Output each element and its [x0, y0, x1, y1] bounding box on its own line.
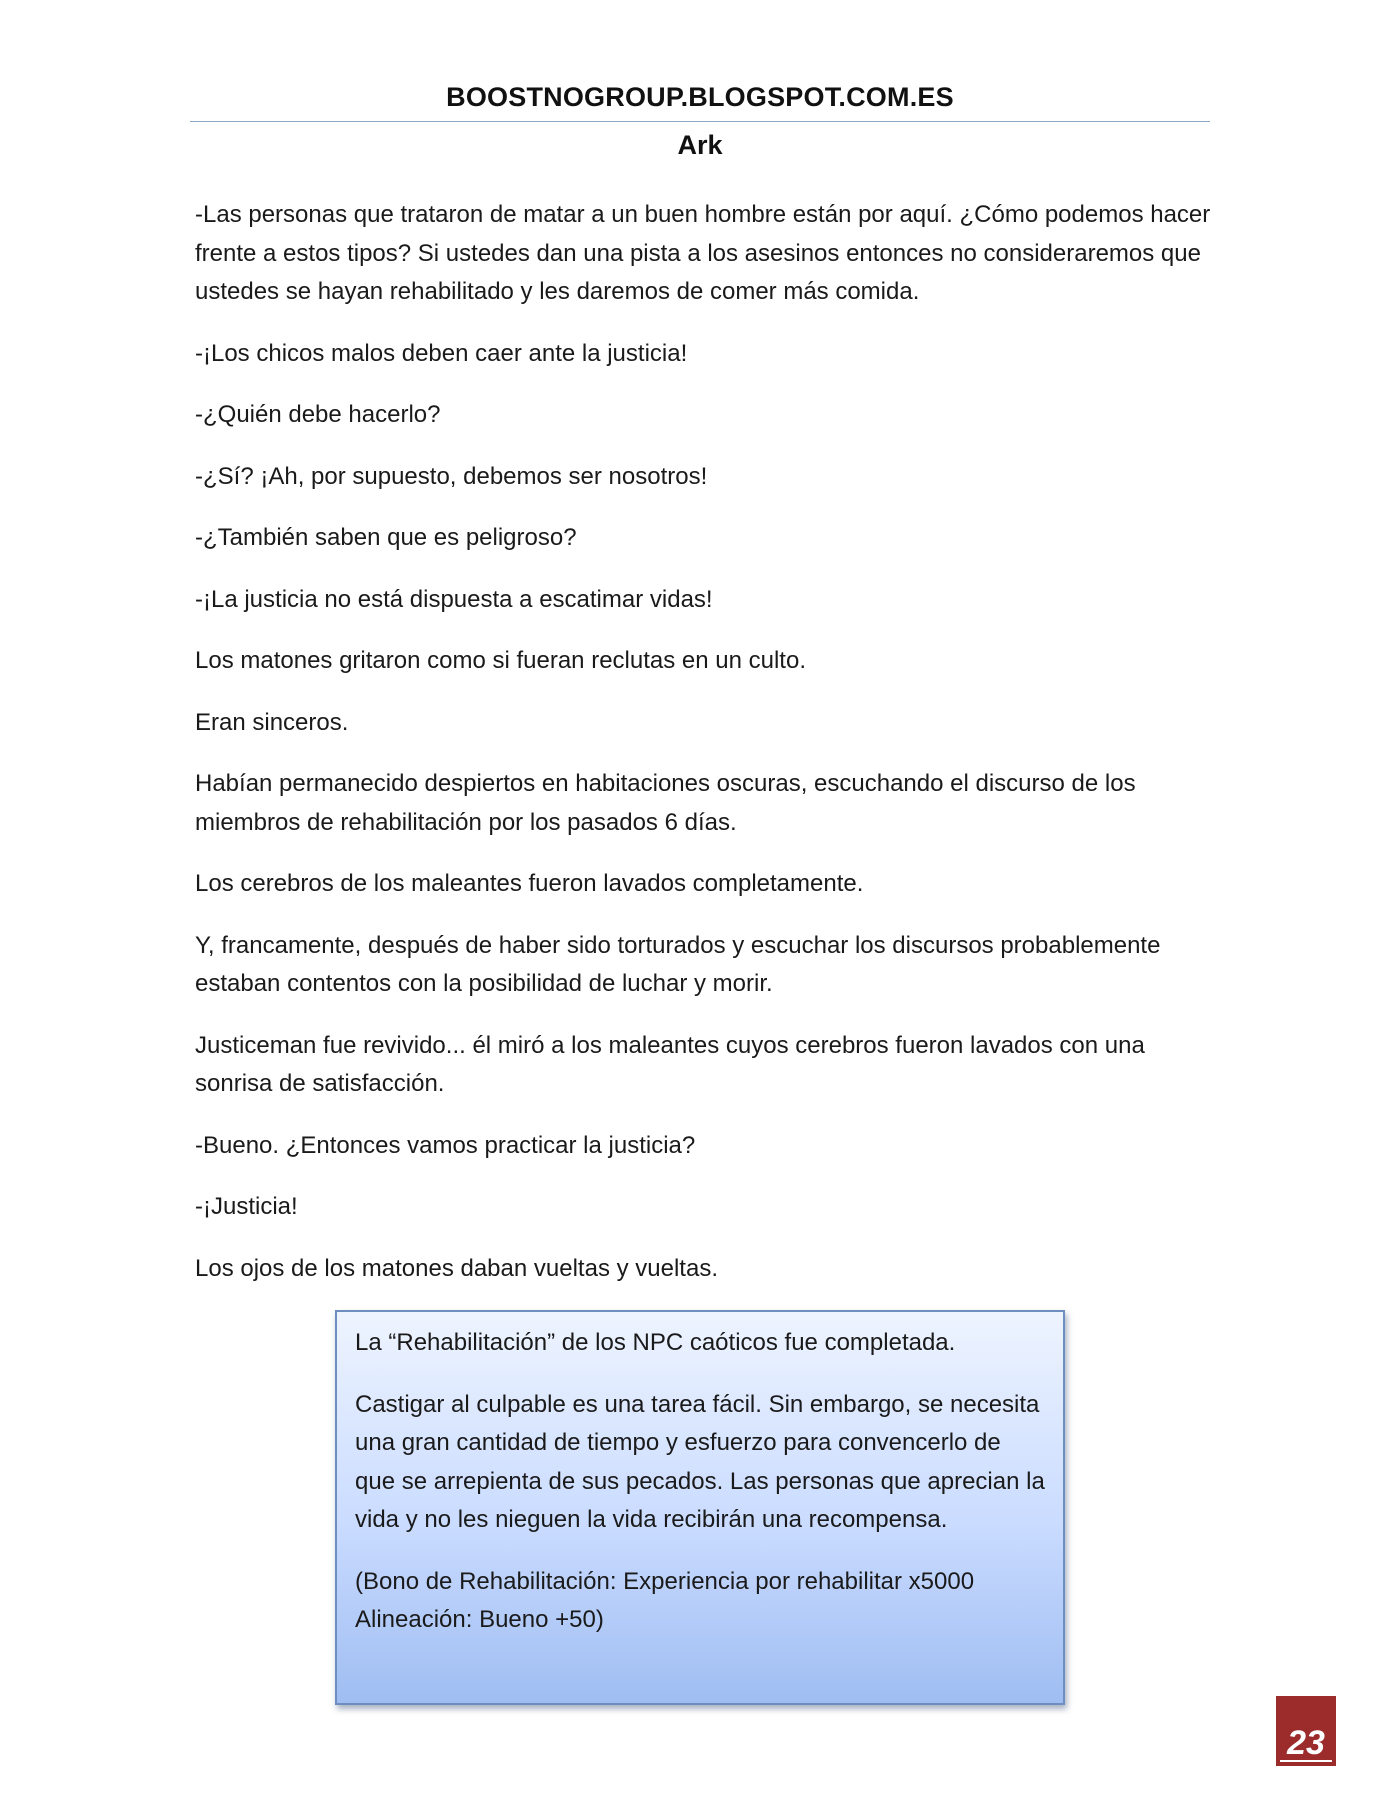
paragraph: -¿Sí? ¡Ah, por supuesto, debemos ser nosotros! [195, 462, 708, 490]
notice-line: Castigar al culpable es una tarea fácil. Sin embargo, se necesita una gran cantidad de tiempo y esfuerzo para convencerlo de que se arrepienta de sus pecados. Las personas que aprecian la vida y no les nieguen la vida recibirán una recompensa. [355, 1390, 1045, 1533]
page-number-underline [1280, 1760, 1332, 1762]
paragraph: Los ojos de los matones daban vueltas y vueltas. [195, 1254, 718, 1282]
system-notice-box [335, 1310, 1065, 1705]
page-title: Ark [677, 130, 723, 160]
paragraph: -Las personas que trataron de matar a un buen hombre están por aquí. ¿Cómo podemos hacer frente a estos tipos? Si ustedes dan una pista a los asesinos entonces no consideraremos que ustedes se hayan rehabilitado y les daremos de comer más comida. [195, 201, 1211, 305]
notice-line: (Bono de Rehabilitación: Experiencia por rehabilitar x5000 Alineación: Bueno +50) [355, 1567, 975, 1633]
paragraph: Y, francamente, después de haber sido torturados y escuchar los discursos probablemente estaban contentos con la posibilidad de luchar y morir. [195, 931, 1161, 997]
paragraph: Los matones gritaron como si fueran reclutas en un culto. [195, 647, 806, 674]
body-text [195, 196, 1225, 1311]
page-number: 23 [1287, 1724, 1325, 1762]
paragraph: -¡La justicia no está dispuesta a escatimar vidas! [195, 585, 713, 613]
paragraph: -¡Los chicos malos deben caer ante la justicia! [195, 339, 688, 367]
header-site-name: BOOSTNOGROUP.BLOGSPOT.COM.ES [446, 82, 954, 112]
paragraph: Eran sinceros. [195, 708, 349, 736]
paragraph: -¡Justicia! [195, 1193, 298, 1220]
paragraph: -¿También saben que es peligroso? [195, 524, 577, 551]
paragraph: Los cerebros de los maleantes fueron lavados completamente. [195, 870, 864, 897]
paragraph: Habían permanecido despiertos en habitaciones oscuras, escuchando el discurso de los miembros de rehabilitación por los pasados 6 días. [195, 770, 1136, 836]
paragraph: -Bueno. ¿Entonces vamos practicar la justicia? [195, 1131, 696, 1159]
paragraph: -¿Quién debe hacerlo? [195, 401, 441, 428]
header-divider [190, 121, 1210, 122]
page-number-badge [1276, 1696, 1336, 1766]
paragraph: Justiceman fue revivido... él miró a los maleantes cuyos cerebros fueron lavados con una sonrisa de satisfacción. [195, 1031, 1145, 1097]
notice-line: La “Rehabilitación” de los NPC caóticos fue completada. [355, 1329, 956, 1356]
